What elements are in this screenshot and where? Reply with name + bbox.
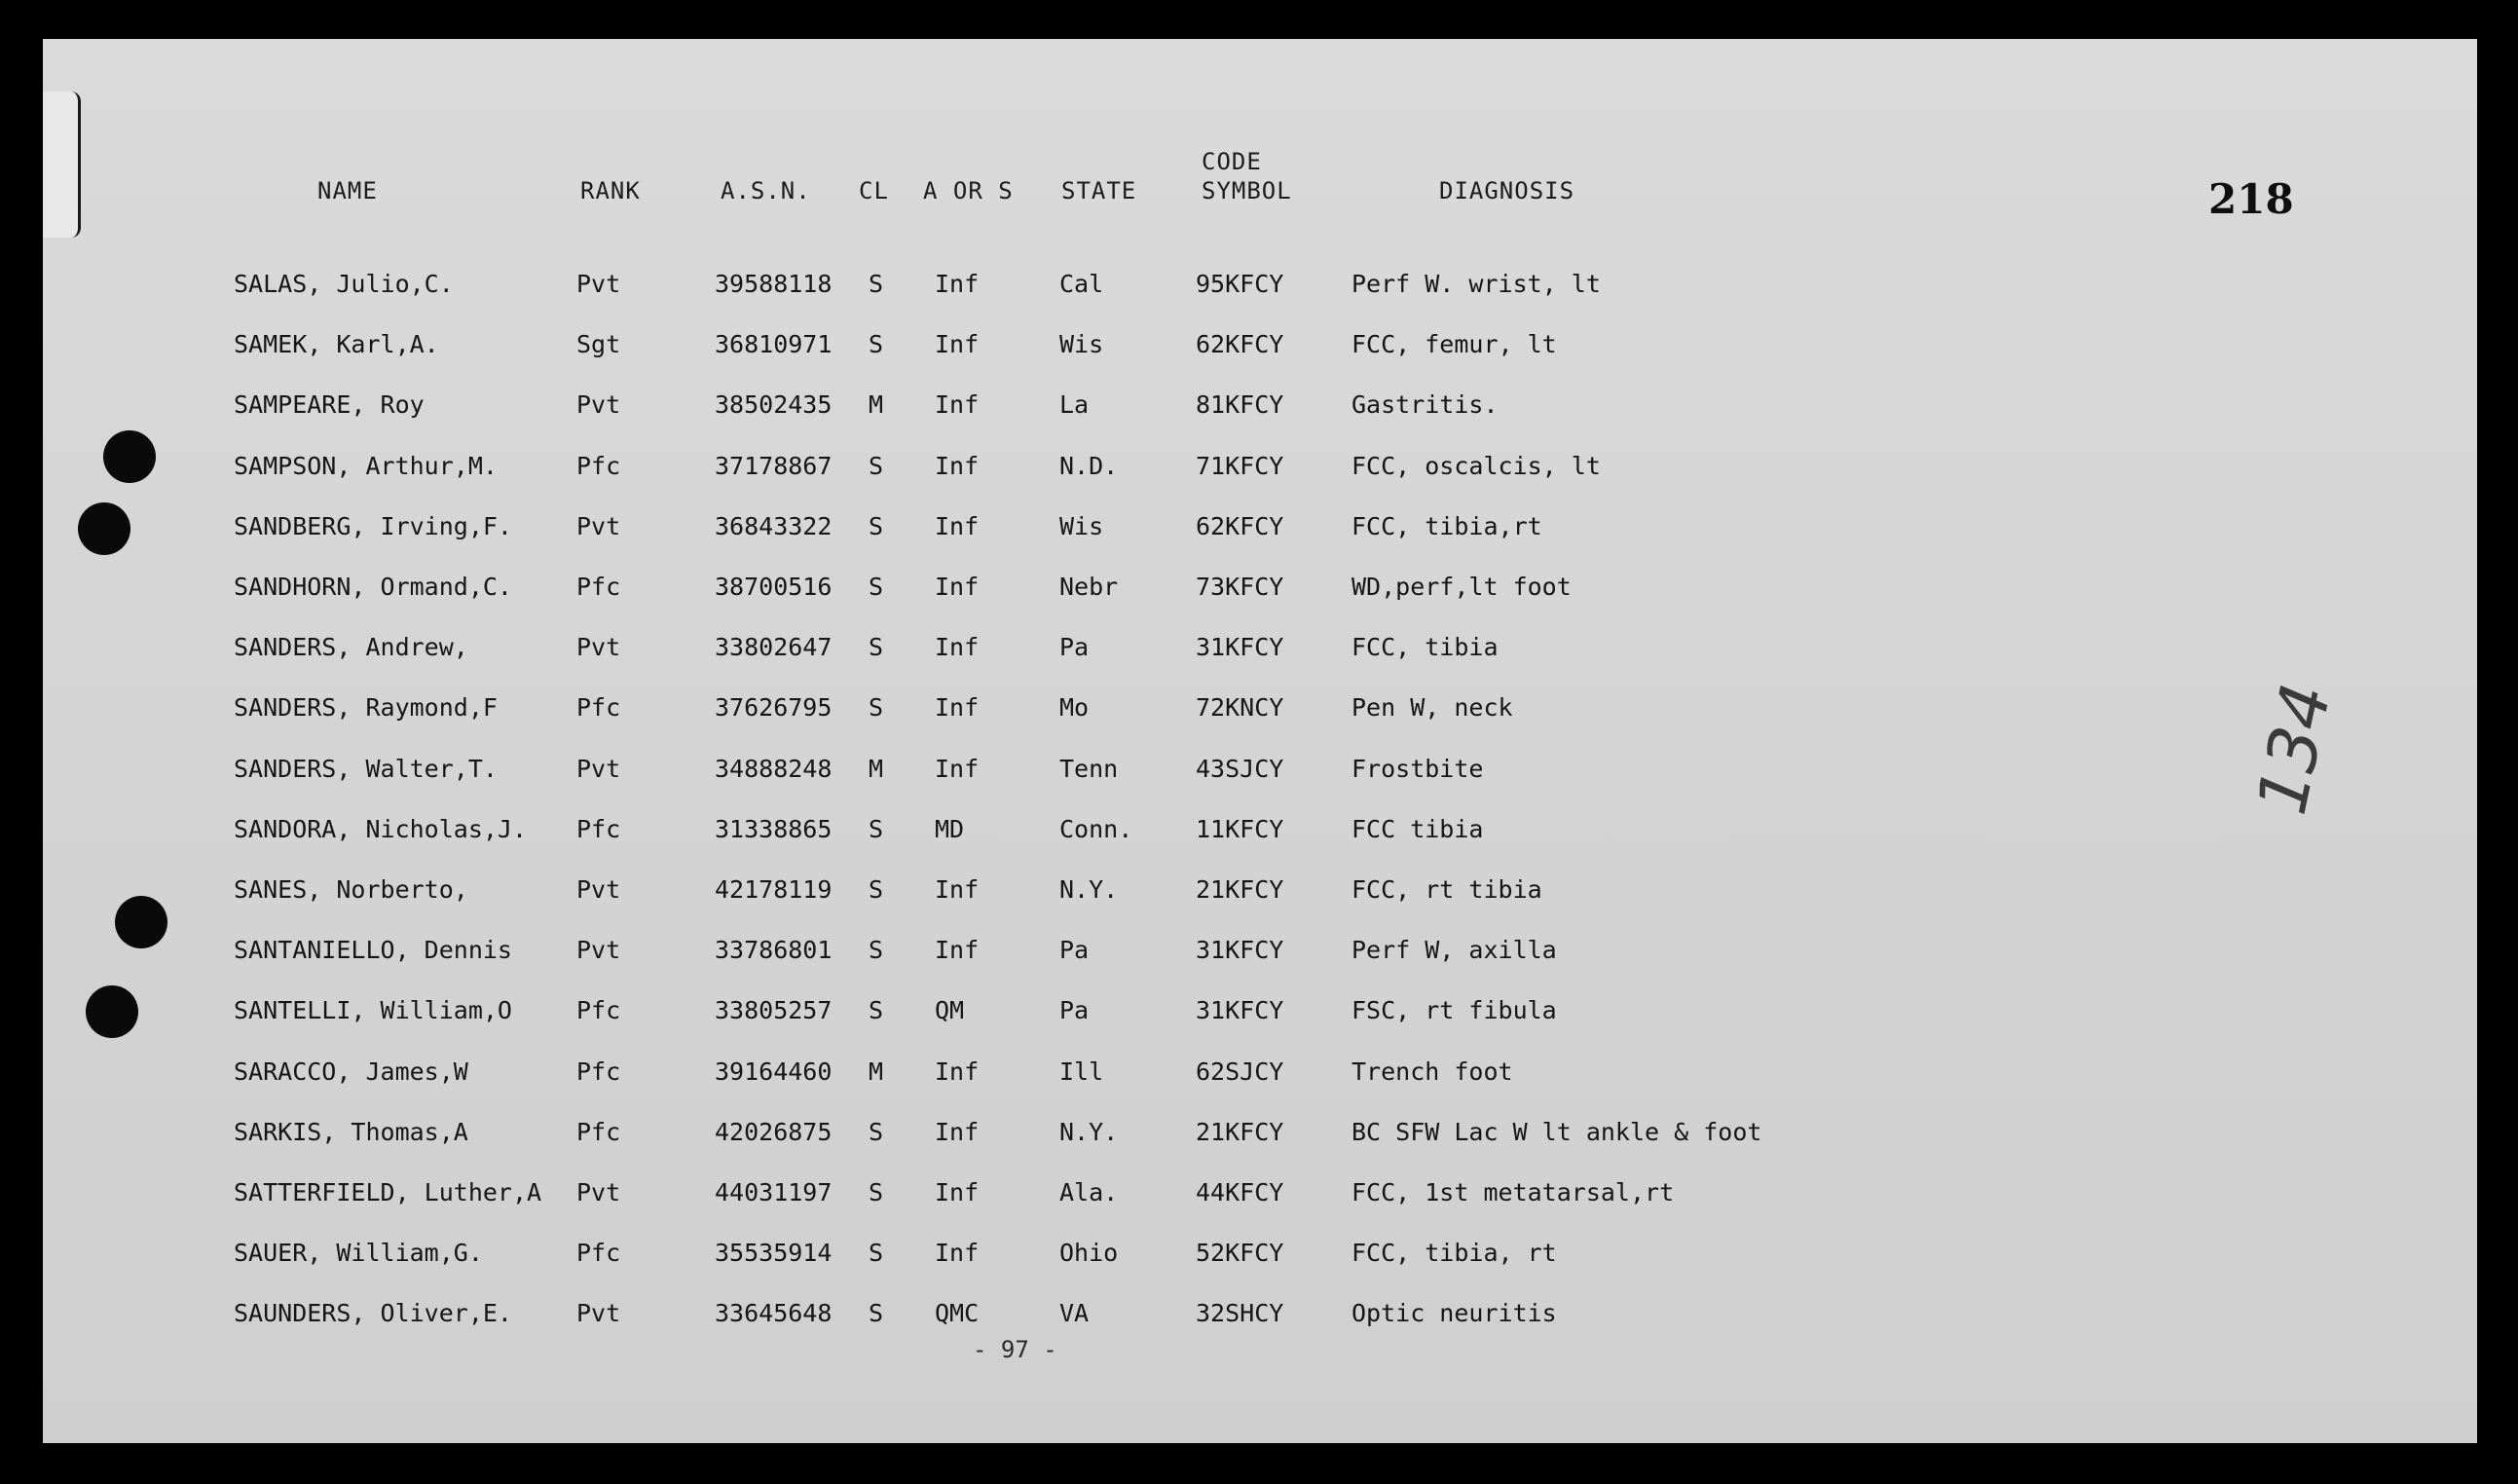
record-diagnosis: WD,perf,lt foot xyxy=(1352,573,1572,601)
record-state: Nebr xyxy=(1059,573,1119,601)
record-rank: Pvt xyxy=(576,936,621,964)
record-name: SANDERS, Raymond,F xyxy=(234,693,498,722)
record-arm-or-service: Inf xyxy=(935,1239,980,1267)
record-rank: Pfc xyxy=(576,1118,621,1146)
header-rank: RANK xyxy=(580,177,641,204)
table-row xyxy=(43,325,2477,364)
record-class: S xyxy=(869,693,884,722)
record-rank: Pfc xyxy=(576,693,621,722)
table-row xyxy=(43,265,2477,304)
record-rank: Pfc xyxy=(576,815,621,843)
record-state: Wis xyxy=(1059,512,1104,540)
record-code-symbol: 73KFCY xyxy=(1196,573,1284,601)
record-state: Tenn xyxy=(1059,755,1119,783)
table-row xyxy=(43,1234,2477,1273)
record-asn: 37178867 xyxy=(715,452,833,480)
record-asn: 42178119 xyxy=(715,875,833,904)
record-rank: Pvt xyxy=(576,755,621,783)
record-diagnosis: FCC, femur, lt xyxy=(1352,330,1557,358)
record-class: S xyxy=(869,633,884,661)
record-diagnosis: Frostbite xyxy=(1352,755,1484,783)
record-asn: 34888248 xyxy=(715,755,833,783)
record-arm-or-service: Inf xyxy=(935,512,980,540)
record-asn: 36843322 xyxy=(715,512,833,540)
record-arm-or-service: Inf xyxy=(935,936,980,964)
record-class: S xyxy=(869,330,884,358)
record-asn: 44031197 xyxy=(715,1178,833,1206)
record-class: S xyxy=(869,512,884,540)
header-code-top: CODE xyxy=(1202,148,1262,175)
page-footer: - 97 - xyxy=(973,1336,1057,1363)
table-row xyxy=(43,688,2477,727)
record-code-symbol: 31KFCY xyxy=(1196,996,1284,1024)
record-asn: 31338865 xyxy=(715,815,833,843)
record-class: M xyxy=(869,755,884,783)
record-state: Ill xyxy=(1059,1057,1104,1086)
table-row xyxy=(43,386,2477,425)
record-diagnosis: FSC, rt fibula xyxy=(1352,996,1557,1024)
record-code-symbol: 62SJCY xyxy=(1196,1057,1284,1086)
record-rank: Pfc xyxy=(576,1057,621,1086)
record-rank: Pvt xyxy=(576,633,621,661)
record-state: Conn. xyxy=(1059,815,1133,843)
record-code-symbol: 52KFCY xyxy=(1196,1239,1284,1267)
record-asn: 33786801 xyxy=(715,936,833,964)
table-row xyxy=(43,1173,2477,1212)
record-rank: Pvt xyxy=(576,875,621,904)
record-class: S xyxy=(869,1299,884,1327)
record-arm-or-service: Inf xyxy=(935,270,980,298)
record-rank: Pfc xyxy=(576,573,621,601)
record-code-symbol: 32SHCY xyxy=(1196,1299,1284,1327)
record-name: SAMPSON, Arthur,M. xyxy=(234,452,498,480)
record-diagnosis: FCC, oscalcis, lt xyxy=(1352,452,1601,480)
record-code-symbol: 44KFCY xyxy=(1196,1178,1284,1206)
record-name: SAUER, William,G. xyxy=(234,1239,483,1267)
header-class: CL xyxy=(859,177,889,204)
record-arm-or-service: MD xyxy=(935,815,965,843)
record-class: S xyxy=(869,1118,884,1146)
record-code-symbol: 81KFCY xyxy=(1196,390,1284,419)
record-asn: 37626795 xyxy=(715,693,833,722)
record-diagnosis: FCC, tibia xyxy=(1352,633,1499,661)
record-name: SAUNDERS, Oliver,E. xyxy=(234,1299,512,1327)
record-class: S xyxy=(869,815,884,843)
record-class: S xyxy=(869,1239,884,1267)
record-name: SANTANIELLO, Dennis xyxy=(234,936,512,964)
record-rank: Pvt xyxy=(576,1299,621,1327)
record-diagnosis: Perf W, axilla xyxy=(1352,936,1557,964)
record-rank: Pfc xyxy=(576,996,621,1024)
record-code-symbol: 11KFCY xyxy=(1196,815,1284,843)
header-name: NAME xyxy=(317,177,378,204)
table-row xyxy=(43,1053,2477,1092)
record-rank: Pvt xyxy=(576,512,621,540)
record-diagnosis: BC SFW Lac W lt ankle & foot xyxy=(1352,1118,1762,1146)
record-code-symbol: 71KFCY xyxy=(1196,452,1284,480)
record-state: Ohio xyxy=(1059,1239,1119,1267)
record-arm-or-service: Inf xyxy=(935,1118,980,1146)
record-state: VA xyxy=(1059,1299,1090,1327)
record-name: SATTERFIELD, Luther,A xyxy=(234,1178,542,1206)
record-name: SAMPEARE, Roy xyxy=(234,390,425,419)
record-state: Pa xyxy=(1059,936,1090,964)
record-state: Pa xyxy=(1059,633,1090,661)
record-name: SANDERS, Walter,T. xyxy=(234,755,498,783)
record-diagnosis: FCC, rt tibia xyxy=(1352,875,1542,904)
record-diagnosis: Gastritis. xyxy=(1352,390,1499,419)
record-arm-or-service: Inf xyxy=(935,693,980,722)
record-state: Wis xyxy=(1059,330,1104,358)
record-name: SAMEK, Karl,A. xyxy=(234,330,439,358)
record-code-symbol: 95KFCY xyxy=(1196,270,1284,298)
record-diagnosis: Trench foot xyxy=(1352,1057,1513,1086)
table-row xyxy=(43,507,2477,546)
record-code-symbol: 72KNCY xyxy=(1196,693,1284,722)
record-class: S xyxy=(869,270,884,298)
record-asn: 33805257 xyxy=(715,996,833,1024)
handwritten-margin-note: 134 xyxy=(2241,677,2347,822)
record-code-symbol: 31KFCY xyxy=(1196,936,1284,964)
header-state: STATE xyxy=(1061,177,1137,204)
record-name: SANDERS, Andrew, xyxy=(234,633,468,661)
record-class: S xyxy=(869,996,884,1024)
record-state: Mo xyxy=(1059,693,1090,722)
table-row xyxy=(43,1113,2477,1152)
record-diagnosis: Pen W, neck xyxy=(1352,693,1513,722)
record-diagnosis: Optic neuritis xyxy=(1352,1299,1557,1327)
record-rank: Pfc xyxy=(576,452,621,480)
record-code-symbol: 62KFCY xyxy=(1196,512,1284,540)
record-class: S xyxy=(869,936,884,964)
table-row xyxy=(43,991,2477,1030)
record-class: M xyxy=(869,390,884,419)
record-arm-or-service: Inf xyxy=(935,1057,980,1086)
record-arm-or-service: Inf xyxy=(935,1178,980,1206)
record-name: SANDBERG, Irving,F. xyxy=(234,512,512,540)
header-arm-or-service: A OR S xyxy=(923,177,1014,204)
record-diagnosis: Perf W. wrist, lt xyxy=(1352,270,1601,298)
record-arm-or-service: QMC xyxy=(935,1299,980,1327)
record-arm-or-service: Inf xyxy=(935,390,980,419)
record-state: N.D. xyxy=(1059,452,1119,480)
table-row xyxy=(43,568,2477,607)
record-asn: 36810971 xyxy=(715,330,833,358)
record-code-symbol: 43SJCY xyxy=(1196,755,1284,783)
table-row xyxy=(43,750,2477,789)
record-asn: 38700516 xyxy=(715,573,833,601)
table-row xyxy=(43,871,2477,909)
record-state: N.Y. xyxy=(1059,1118,1119,1146)
record-name: SANTELLI, William,O xyxy=(234,996,512,1024)
record-rank: Sgt xyxy=(576,330,621,358)
record-asn: 33802647 xyxy=(715,633,833,661)
record-asn: 39164460 xyxy=(715,1057,833,1086)
record-diagnosis: FCC, tibia,rt xyxy=(1352,512,1542,540)
table-row xyxy=(43,447,2477,486)
record-diagnosis: FCC, tibia, rt xyxy=(1352,1239,1557,1267)
record-diagnosis: FCC, 1st metatarsal,rt xyxy=(1352,1178,1675,1206)
table-row xyxy=(43,931,2477,970)
table-row xyxy=(43,1294,2477,1333)
header-diagnosis: DIAGNOSIS xyxy=(1439,177,1575,204)
record-arm-or-service: Inf xyxy=(935,330,980,358)
record-name: SALAS, Julio,C. xyxy=(234,270,454,298)
record-diagnosis: FCC tibia xyxy=(1352,815,1484,843)
record-asn: 35535914 xyxy=(715,1239,833,1267)
table-row xyxy=(43,628,2477,667)
casualty-record-card xyxy=(43,39,2477,1443)
record-arm-or-service: Inf xyxy=(935,452,980,480)
record-class: M xyxy=(869,1057,884,1086)
record-name: SANDHORN, Ormand,C. xyxy=(234,573,512,601)
record-rank: Pvt xyxy=(576,390,621,419)
record-arm-or-service: Inf xyxy=(935,633,980,661)
record-state: Ala. xyxy=(1059,1178,1119,1206)
record-arm-or-service: Inf xyxy=(935,755,980,783)
record-rank: Pvt xyxy=(576,270,621,298)
record-state: Cal xyxy=(1059,270,1104,298)
record-asn: 42026875 xyxy=(715,1118,833,1146)
record-asn: 38502435 xyxy=(715,390,833,419)
header-asn: A.S.N. xyxy=(721,177,811,204)
record-class: S xyxy=(869,1178,884,1206)
header-code-symbol: SYMBOL xyxy=(1202,177,1292,204)
record-state: N.Y. xyxy=(1059,875,1119,904)
record-arm-or-service: Inf xyxy=(935,875,980,904)
record-state: La xyxy=(1059,390,1090,419)
table-row xyxy=(43,810,2477,849)
record-arm-or-service: QM xyxy=(935,996,965,1024)
record-name: SANDORA, Nicholas,J. xyxy=(234,815,528,843)
record-code-symbol: 31KFCY xyxy=(1196,633,1284,661)
record-code-symbol: 21KFCY xyxy=(1196,1118,1284,1146)
record-name: SARKIS, Thomas,A xyxy=(234,1118,468,1146)
record-asn: 33645648 xyxy=(715,1299,833,1327)
page-number: 218 xyxy=(2208,175,2294,223)
record-code-symbol: 62KFCY xyxy=(1196,330,1284,358)
record-name: SARACCO, James,W xyxy=(234,1057,468,1086)
record-state: Pa xyxy=(1059,996,1090,1024)
record-class: S xyxy=(869,875,884,904)
record-class: S xyxy=(869,573,884,601)
record-arm-or-service: Inf xyxy=(935,573,980,601)
record-name: SANES, Norberto, xyxy=(234,875,468,904)
record-rank: Pvt xyxy=(576,1178,621,1206)
record-rank: Pfc xyxy=(576,1239,621,1267)
record-asn: 39588118 xyxy=(715,270,833,298)
record-code-symbol: 21KFCY xyxy=(1196,875,1284,904)
record-class: S xyxy=(869,452,884,480)
card-tab-mark xyxy=(43,92,81,238)
